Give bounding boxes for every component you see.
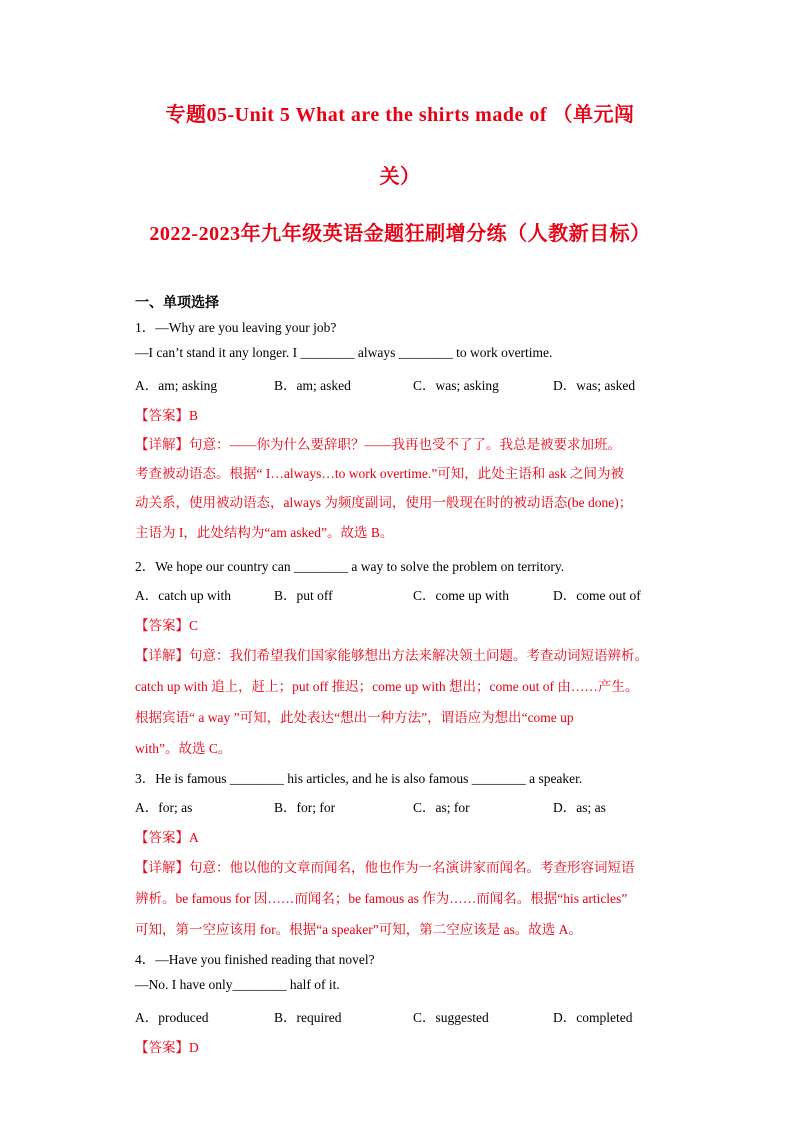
q1-options <box>135 374 695 392</box>
q2-explanation-4: with”。故选 C。 <box>135 741 232 756</box>
q3-explanation-3: 可知，第一空应该用 for。根据“a speaker”可知，第二空应该是 as。故选 A。 <box>135 922 582 937</box>
q3-explanation-1: 【详解】句意：他以他的文章而闻名，他也作为一名演讲家而闻名。考查形容词短语 <box>135 860 635 875</box>
q1-explanation-1: 【详解】句意：——你为什么要辞职？——我再也受不了了。我总是被要求加班。 <box>135 437 621 452</box>
q2-stem-1: 2．We hope our country can ________ a way to solve the problem on territory. <box>135 559 565 574</box>
q4-option-a: A．produced <box>135 1010 209 1025</box>
q4-stem-2: —No. I have only________ half of it. <box>135 977 340 992</box>
doc-title-line-2: 关） <box>379 166 421 188</box>
q4-options <box>135 1006 695 1024</box>
q1-stem-1: 1．—Why are you leaving your job? <box>135 320 337 335</box>
q4-option-b: B．required <box>274 1010 342 1025</box>
q2-option-d: D．come out of <box>553 588 641 603</box>
q4-option-d: D．completed <box>553 1010 633 1025</box>
q3-stem-1: 3．He is famous ________ his articles, and he is also famous ________ a speaker. <box>135 771 583 786</box>
q4-option-c: C．suggested <box>413 1010 489 1025</box>
q3-explanation-2: 辨析。be famous for 因……而闻名；be famous as 作为……而闻名。根据“his articles” <box>135 891 628 906</box>
doc-title-line-1: 专题05-Unit 5 What are the shirts made of （单元闯 <box>165 104 635 126</box>
q1-option-d: D．was; asked <box>553 378 636 393</box>
q3-option-a: A．for; as <box>135 800 193 815</box>
q3-option-d: D．as; as <box>553 800 606 815</box>
q1-explanation-3: 动关系，使用被动语态，always 为频度副词，使用一般现在时的被动语态(be done)； <box>135 495 633 510</box>
q1-option-b: B．am; asked <box>274 378 351 393</box>
q2-explanation-3: 根据宾语“ a way ”可知，此处表达“想出一种方法”，谓语应为想出“come up <box>135 710 574 725</box>
q1-stem-2: —I can’t stand it any longer. I ________ always ________ to work overtime. <box>135 345 553 360</box>
q2-explanation-2: catch up with 追上，赶上；put off 推迟；come up with 想出；come out of 由……产生。 <box>135 679 639 694</box>
q2-answer: 【答案】C <box>135 618 199 633</box>
q1-option-c: C．was; asking <box>413 378 499 393</box>
doc-title-line-3: 2022-2023年九年级英语金题狂刷增分练（人教新目标） <box>149 223 651 245</box>
q4-stem-1: 4．—Have you finished reading that novel? <box>135 952 375 967</box>
q3-option-b: B．for; for <box>274 800 336 815</box>
q2-option-c: C．come up with <box>413 588 509 603</box>
q1-explanation-2: 考查被动语态。根据“ I…always…to work overtime.”可知，此处主语和 ask 之间为被 <box>135 466 624 481</box>
section-heading: 一、单项选择 <box>135 296 219 311</box>
q2-options <box>135 584 695 602</box>
q1-answer: 【答案】B <box>135 408 199 423</box>
q4-answer: 【答案】D <box>135 1040 199 1055</box>
q3-options <box>135 796 695 814</box>
q2-explanation-1: 【详解】句意：我们希望我们国家能够想出方法来解决领土问题。考查动词短语辨析。 <box>135 648 648 663</box>
q2-option-b: B．put off <box>274 588 333 603</box>
q1-explanation-4: 主语为 I，此处结构为“am asked”。故选 B。 <box>135 525 394 540</box>
q1-option-a: A．am; asking <box>135 378 218 393</box>
q2-option-a: A．catch up with <box>135 588 231 603</box>
q3-option-c: C．as; for <box>413 800 470 815</box>
q3-answer: 【答案】A <box>135 830 199 845</box>
